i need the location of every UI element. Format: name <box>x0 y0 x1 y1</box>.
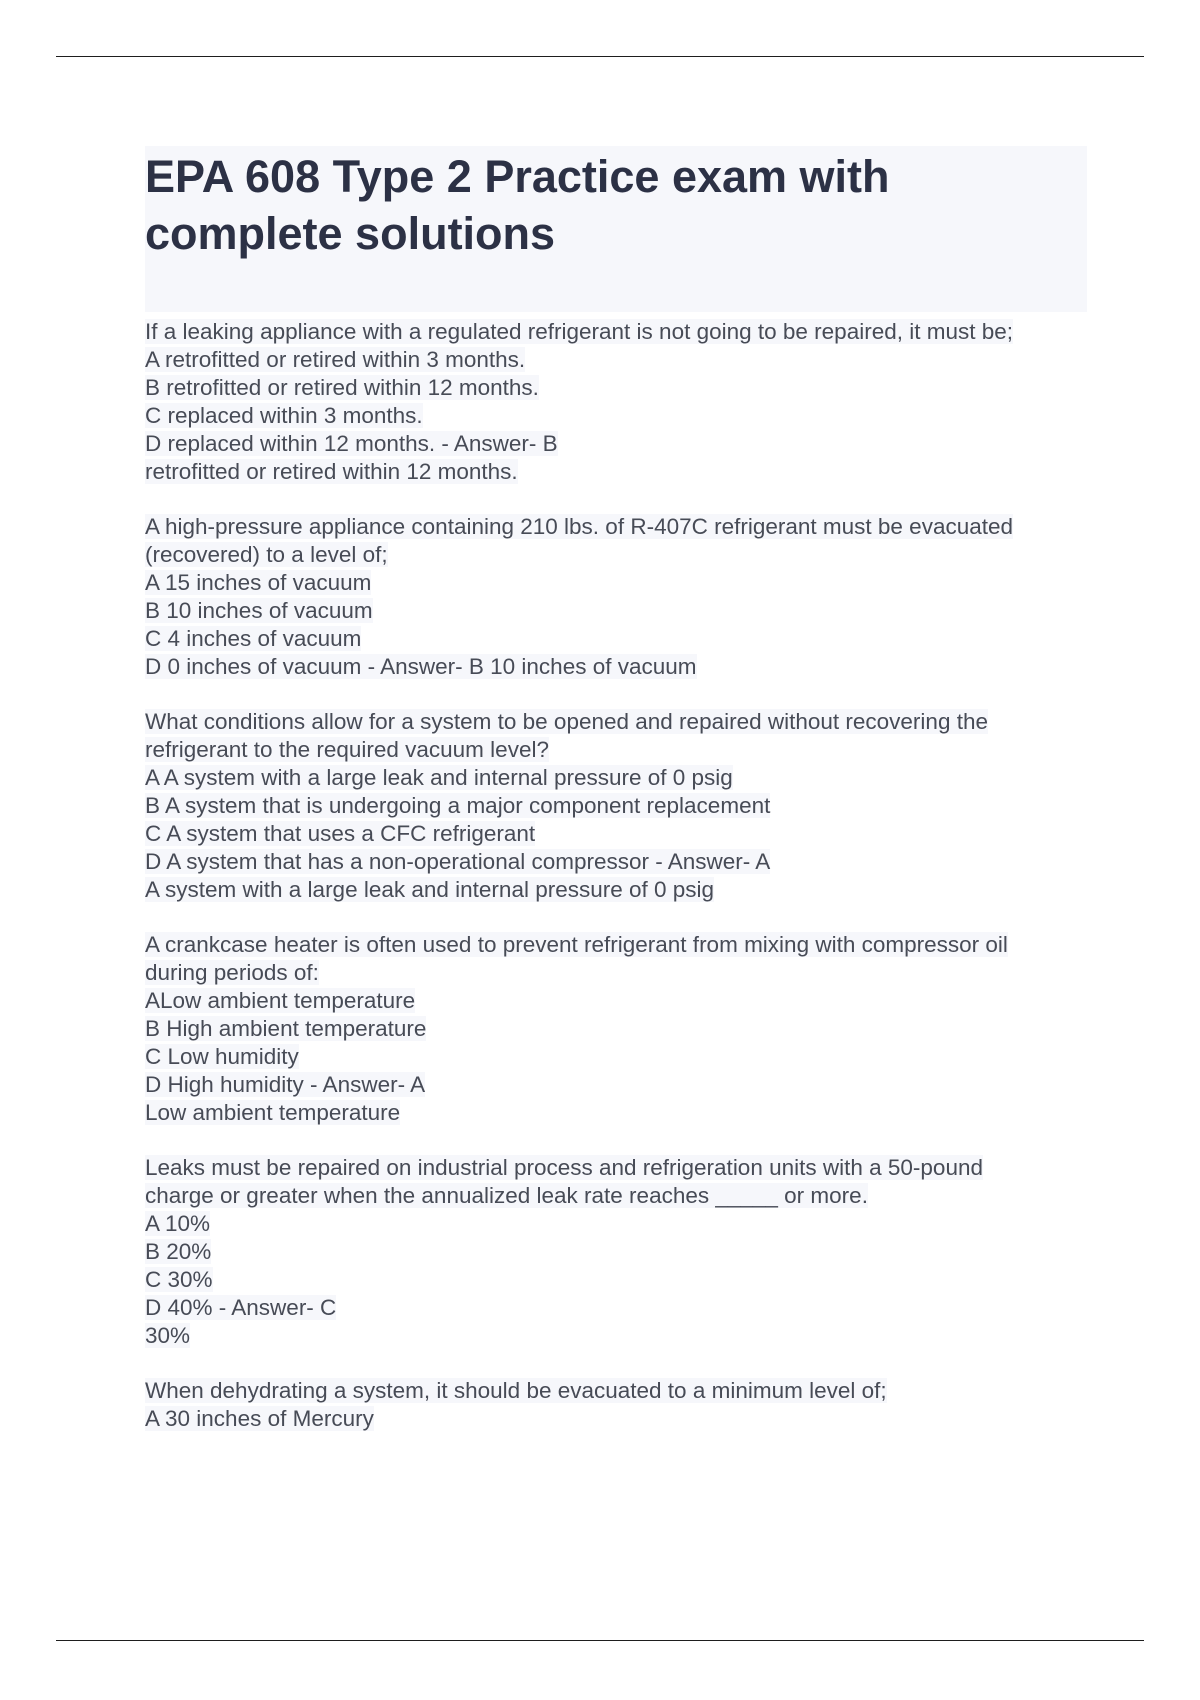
answer-option: B High ambient temperature <box>145 1016 427 1041</box>
question-block <box>145 1154 1087 1350</box>
answer-option: C A system that uses a CFC refrigerant <box>145 821 536 846</box>
answer-option: B retrofitted or retired within 12 months. <box>145 375 539 400</box>
answer-option: A retrofitted or retired within 3 months. <box>145 347 526 372</box>
question-text: A high-pressure appliance containing 210 lbs. of R-407C refrigerant must be evacuated <box>145 514 1014 539</box>
page-top-rule <box>56 56 1144 57</box>
answer-option: D High humidity - Answer- A <box>145 1072 426 1097</box>
answer-option: D replaced within 12 months. - Answer- B <box>145 431 558 456</box>
answer-option: C 30% <box>145 1267 213 1292</box>
answer-text: retrofitted or retired within 12 months. <box>145 459 518 484</box>
answer-option: A 30 inches of Mercury <box>145 1406 374 1431</box>
answer-option: D 40% - Answer- C <box>145 1295 337 1320</box>
page-title: EPA 608 Type 2 Practice exam with complete solutions <box>145 151 890 259</box>
question-text: charge or greater when the annualized leak rate reaches _____ or more. <box>145 1183 868 1208</box>
answer-option: A A system with a large leak and internal pressure of 0 psig <box>145 765 733 790</box>
answer-text: Low ambient temperature <box>145 1100 401 1125</box>
page-content <box>145 146 1087 1460</box>
question-list <box>145 318 1087 1433</box>
question-block <box>145 1377 1087 1433</box>
question-text: during periods of: <box>145 960 319 985</box>
answer-text: A system with a large leak and internal pressure of 0 psig <box>145 877 715 902</box>
answer-option: B 10 inches of vacuum <box>145 598 373 623</box>
answer-option: ALow ambient temperature <box>145 988 416 1013</box>
answer-option: A 10% <box>145 1211 211 1236</box>
question-text: What conditions allow for a system to be opened and repaired without recovering the <box>145 709 988 734</box>
question-block <box>145 708 1087 904</box>
question-block <box>145 513 1087 681</box>
question-text: A crankcase heater is often used to prevent refrigerant from mixing with compressor oil <box>145 932 1008 957</box>
answer-option: B A system that is undergoing a major component replacement <box>145 793 771 818</box>
answer-option: A 15 inches of vacuum <box>145 570 372 595</box>
answer-option: C Low humidity <box>145 1044 299 1069</box>
page-bottom-rule <box>56 1640 1144 1641</box>
question-text: Leaks must be repaired on industrial process and refrigeration units with a 50-pound <box>145 1155 983 1180</box>
answer-option: B 20% <box>145 1239 212 1264</box>
question-text: When dehydrating a system, it should be evacuated to a minimum level of; <box>145 1378 887 1403</box>
answer-option: D 0 inches of vacuum - Answer- B 10 inches of vacuum <box>145 654 697 679</box>
answer-option: C replaced within 3 months. <box>145 403 423 428</box>
question-text: (recovered) to a level of; <box>145 542 388 567</box>
question-text: refrigerant to the required vacuum level? <box>145 737 549 762</box>
answer-text: 30% <box>145 1323 191 1348</box>
question-block <box>145 931 1087 1127</box>
answer-option: D A system that has a non-operational compressor - Answer- A <box>145 849 771 874</box>
answer-option: C 4 inches of vacuum <box>145 626 362 651</box>
title-block <box>145 146 1087 312</box>
question-text: If a leaking appliance with a regulated refrigerant is not going to be repaired, it must be; <box>145 319 1014 344</box>
question-block <box>145 318 1087 486</box>
